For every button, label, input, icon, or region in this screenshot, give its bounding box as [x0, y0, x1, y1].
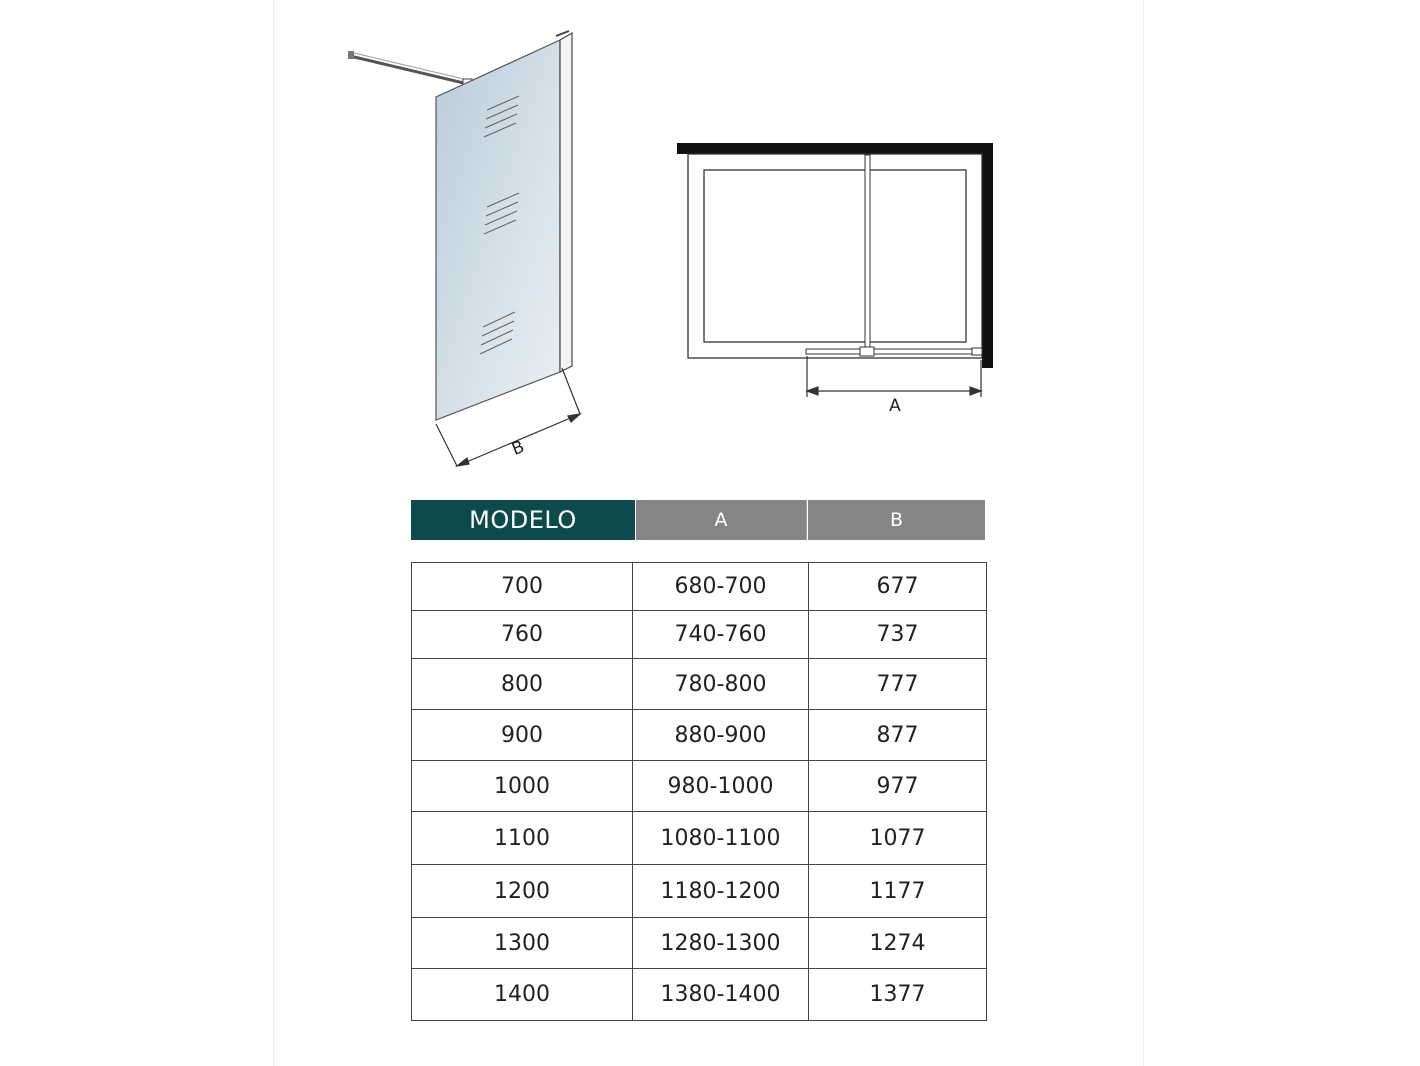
shower-tray-outline — [688, 154, 982, 358]
wall-profile — [560, 33, 572, 372]
glass-sheet — [436, 40, 560, 420]
cell-b: 777 — [809, 659, 987, 710]
header-a: A — [636, 500, 807, 540]
table-row — [412, 969, 987, 1021]
table-row — [412, 865, 987, 918]
cell-b: 1377 — [809, 969, 987, 1021]
side-wall — [982, 143, 993, 368]
support-bar-top-view — [865, 155, 870, 351]
header-b: B — [808, 500, 985, 540]
cell-a: 880-900 — [633, 710, 809, 761]
cell-a: 1380-1400 — [633, 969, 809, 1021]
cell-b: 677 — [809, 563, 987, 611]
table-row — [412, 710, 987, 761]
cell-modelo: 1100 — [412, 812, 633, 865]
cell-a: 1180-1200 — [633, 865, 809, 918]
cell-modelo: 1300 — [412, 918, 633, 969]
table-row — [412, 812, 987, 865]
cell-modelo: 800 — [412, 659, 633, 710]
cell-b: 1274 — [809, 918, 987, 969]
cell-modelo: 1400 — [412, 969, 633, 1021]
plan-view — [677, 143, 993, 416]
table-row — [412, 611, 987, 659]
cell-a: 1080-1100 — [633, 812, 809, 865]
table-row — [412, 659, 987, 710]
shower-screen-diagram — [0, 0, 1420, 500]
glass-panel-perspective — [348, 31, 580, 466]
table-row — [412, 761, 987, 812]
cell-modelo: 760 — [412, 611, 633, 659]
dimension-a — [807, 356, 981, 397]
cell-b: 877 — [809, 710, 987, 761]
clamp-top-view — [860, 347, 874, 356]
cell-modelo: 700 — [412, 563, 633, 611]
cell-a: 740-760 — [633, 611, 809, 659]
cell-a: 980-1000 — [633, 761, 809, 812]
cell-b: 1077 — [809, 812, 987, 865]
cell-a: 780-800 — [633, 659, 809, 710]
cell-modelo: 1000 — [412, 761, 633, 812]
cell-modelo: 1200 — [412, 865, 633, 918]
support-arm — [350, 56, 468, 84]
table-row — [412, 918, 987, 969]
wall-bracket — [348, 51, 354, 59]
table-row — [412, 563, 987, 611]
cell-a: 680-700 — [633, 563, 809, 611]
cell-a: 1280-1300 — [633, 918, 809, 969]
dimension-b-label: B — [508, 436, 528, 460]
header-modelo: MODELO — [411, 500, 635, 540]
cell-b: 977 — [809, 761, 987, 812]
cell-b: 1177 — [809, 865, 987, 918]
glass-panel-top-view — [806, 349, 982, 354]
dimension-a-label: A — [889, 396, 901, 416]
dimensions-table — [411, 562, 987, 1021]
cell-b: 737 — [809, 611, 987, 659]
back-wall — [677, 143, 993, 154]
cell-modelo: 900 — [412, 710, 633, 761]
